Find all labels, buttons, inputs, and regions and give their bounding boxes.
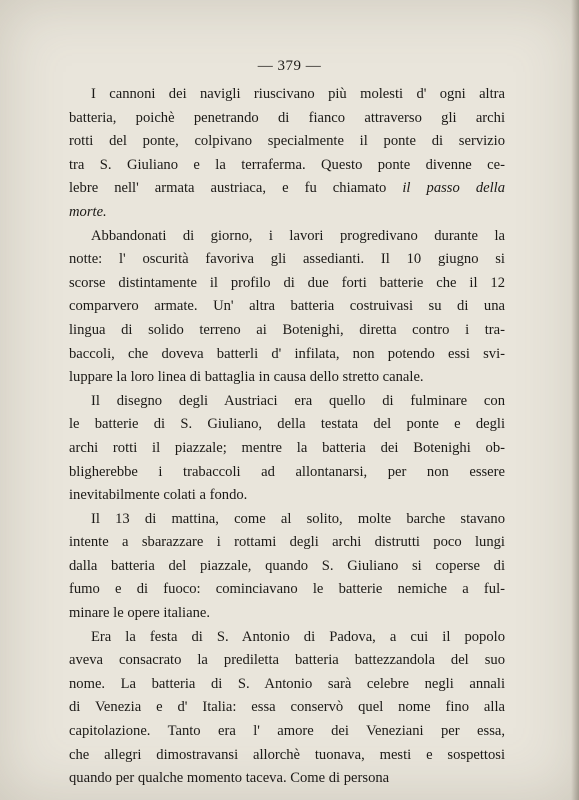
text-line: I cannoni dei navigli riuscivano più molesti d' ogni altra — [91, 86, 505, 102]
text-line: lingua di solido terreno ai Botenighi, diretta contro i tra- — [69, 321, 505, 338]
text-line: le batterie di S. Giuliano, della testata del ponte e degli — [69, 416, 505, 433]
text-line: intente a sbarazzare i rottami degli archi distrutti poco lungi — [69, 534, 505, 551]
text-line: Il disegno degli Austriaci era quello di fulminare con — [91, 392, 505, 409]
text-line: baccoli, che doveva batterli d' infilata, non potendo essi svi- — [69, 345, 505, 362]
page-edge-shadow — [571, 0, 579, 800]
text-line: scorse distintamente il profilo di due forti batterie che il 12 — [69, 274, 505, 291]
text-line: Abbandonati di giorno, i lavori progredivano durante la — [91, 227, 505, 244]
text-line: lebre nell' armata austriaca, e fu chiamato il passo della — [69, 180, 505, 197]
text-line: aveva consacrato la prediletta batteria battezzandola del suo — [69, 652, 505, 669]
text-line: morte. — [69, 203, 107, 220]
text-line: Il 13 di mattina, come al solito, molte barche stavano — [91, 510, 505, 527]
paragraph — [69, 508, 505, 626]
paragraph — [69, 390, 505, 508]
text-line: capitolazione. Tanto era l' amore dei Veneziani per essa, — [69, 723, 505, 740]
text-line: bligherebbe i trabaccoli ad allontanarsi, per non essere — [69, 463, 505, 480]
text-line: nome. La batteria di S. Antonio sarà celebre negli annali — [69, 675, 505, 692]
text-line: fumo e di fuoco: cominciavano le batterie nemiche a ful- — [69, 581, 505, 598]
text-line: notte: l' oscurità favoriva gli assedianti. Il 10 giugno si — [69, 251, 505, 268]
body-text — [69, 83, 505, 791]
text-line: rotti del ponte, colpivano specialmente il ponte di servizio — [69, 133, 505, 150]
text-line: quando per qualche momento taceva. Come di persona — [69, 770, 390, 787]
text-line: che allegri dimostravansi allorchè tuonava, mesti e sospettosi — [69, 746, 505, 763]
text-line: archi rotti il piazzale; mentre la batteria dei Botenighi ob- — [69, 439, 505, 456]
text-line: luppare la loro linea di battaglia in causa dello stretto canale. — [69, 369, 424, 386]
paragraph — [69, 225, 505, 390]
text-line: minare le opere italiane. — [69, 605, 210, 622]
text-line: tra S. Giuliano e la terraferma. Questo ponte divenne ce- — [69, 156, 505, 173]
text-line: di Venezia e d' Italia: essa conservò quel nome fino alla — [69, 699, 505, 716]
text-line: Era la festa di S. Antonio di Padova, a cui il popolo — [91, 628, 505, 645]
text-line: dalla batteria del piazzale, quando S. Giuliano si coperse di — [69, 557, 505, 574]
page-number: — 379 — — [257, 58, 322, 74]
text-line: batteria, poichè penetrando di fianco attraverso gli archi — [69, 109, 505, 126]
text-line: comparvero armate. Un' altra batteria costruivasi su di una — [69, 298, 505, 315]
paragraph — [69, 83, 505, 225]
text-line: inevitabilmente colati a fondo. — [69, 487, 248, 504]
paragraph — [69, 626, 505, 791]
